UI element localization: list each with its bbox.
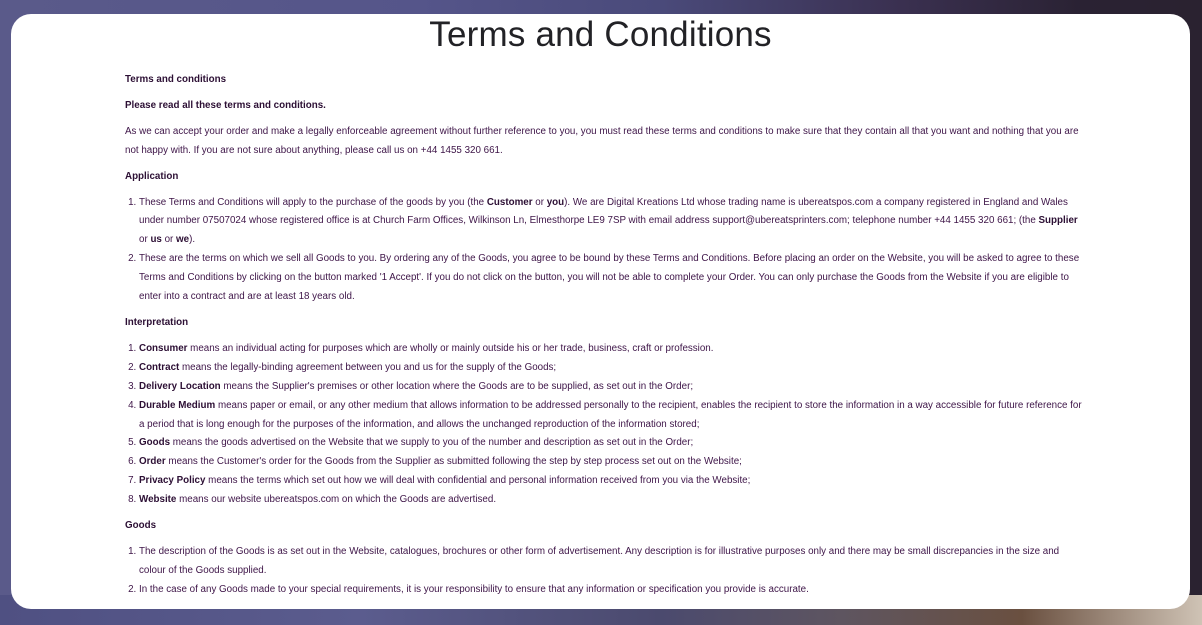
text: These Terms and Conditions will apply to the purchase of the goods by you (the (139, 196, 487, 208)
list-item (139, 397, 1085, 435)
defined-term: Contract (139, 361, 180, 373)
list-item (139, 491, 1085, 510)
defined-term: you (546, 196, 565, 208)
defined-term: Order (139, 456, 166, 468)
definition: means the terms which set out how we will deal with confidential and personal information received from you via the Website; (205, 475, 751, 487)
intro-paragraph: As we can accept your order and make a legally enforceable agreement without further reference to you, you must read these terms and conditions to make sure that they contain all that you want and nothing that you are not happy with. If you are not sure about anything, please call us on +44 1455 320 661. (125, 125, 1079, 156)
list-item (139, 378, 1085, 397)
defined-term: Consumer (139, 342, 188, 354)
definition: means the Supplier's premises or other location where the Goods are to be supplied, as set out in the Order; (220, 380, 694, 392)
list-item: 2. These are the terms on which we sell all Goods to you. By ordering any of the Goods, you agree to be bound by these Terms and Conditions. Before placing an order on the Website, you will be asked to agree to these Terms and Conditions by clicking on the button marked '1 Accept'. If you do not click on the button, you will not be able to complete your Order. You can only purchase the Goods from the Website if you are eligible to enter into a contract and are at least 18 years old. (139, 250, 1085, 307)
terms-content[interactable] (125, 71, 1085, 607)
section-heading-application: Application (125, 170, 179, 182)
definition: means paper or email, or any other medium that allows information to be addressed personally to the recipient, enables the recipient to store the information in a way accessible for future reference for a period that is long enough for the purposes of the information, and allows the unchanged reproduction of the information stored; (139, 399, 1082, 430)
definition: means the legally-binding agreement between you and us for the supply of the Goods; (179, 361, 557, 373)
definition: means an individual acting for purposes which are wholly or mainly outside his or her trade, business, craft or profession. (187, 342, 714, 354)
list-item: 2. In the case of any Goods made to your special requirements, it is your responsibility to ensure that any information or specification you provide is accurate. (139, 581, 1085, 600)
list-item: 1. The description of the Goods is as set out in the Website, catalogues, brochures or other form of advertisement. Any description is for illustrative purposes only and there may be small discrepancies in the size and colour of the Goods supplied. (139, 543, 1085, 581)
terms-card (11, 14, 1190, 609)
defined-term: Delivery Location (139, 380, 221, 392)
list-item (139, 434, 1085, 453)
list-item (139, 194, 1085, 251)
text: or (532, 196, 547, 208)
defined-term: Website (139, 494, 177, 506)
defined-term: us (150, 234, 162, 246)
page-title: Terms and Conditions (429, 15, 772, 54)
defined-term: Durable Medium (139, 399, 216, 411)
definition: means our website ubereatspos.com on which the Goods are advertised. (176, 494, 497, 506)
definition: means the goods advertised on the Website that we supply to you of the number and description as set out in the Order; (170, 437, 694, 449)
defined-term: Privacy Policy (139, 475, 206, 487)
list-item (139, 340, 1085, 359)
section-heading-interpretation: Interpretation (125, 316, 189, 328)
list-item (139, 472, 1085, 491)
text: ). (189, 234, 196, 246)
intro-heading: Terms and conditions (125, 74, 227, 85)
defined-term: Customer (486, 196, 533, 208)
list-item (139, 453, 1085, 472)
text: or (161, 234, 177, 246)
defined-term: Supplier (1038, 215, 1078, 227)
text: ). We are Digital Kreations Ltd whose trading name is ubereatspos.com a company registered in England and Wales under number 07507024 whose registered office is at Church Farm Offices, Wilkinson Ln, Elmesthorpe LE9 7SP with email address support@ubereatsprinters.com; telephone number +44 1455 320 661; (the (139, 196, 1068, 227)
definition: means the Customer's order for the Goods from the Supplier as submitted following the step by step process set out on the Website; (165, 456, 742, 468)
intro-subheading: Please read all these terms and conditions. (125, 99, 326, 111)
section-heading-goods: Goods (125, 520, 157, 532)
defined-term: we (176, 234, 190, 246)
interpretation-list (125, 340, 1085, 510)
application-list (125, 194, 1085, 307)
text: or (139, 234, 151, 246)
list-item (139, 359, 1085, 378)
goods-list (125, 543, 1085, 600)
defined-term: Goods (139, 437, 171, 449)
